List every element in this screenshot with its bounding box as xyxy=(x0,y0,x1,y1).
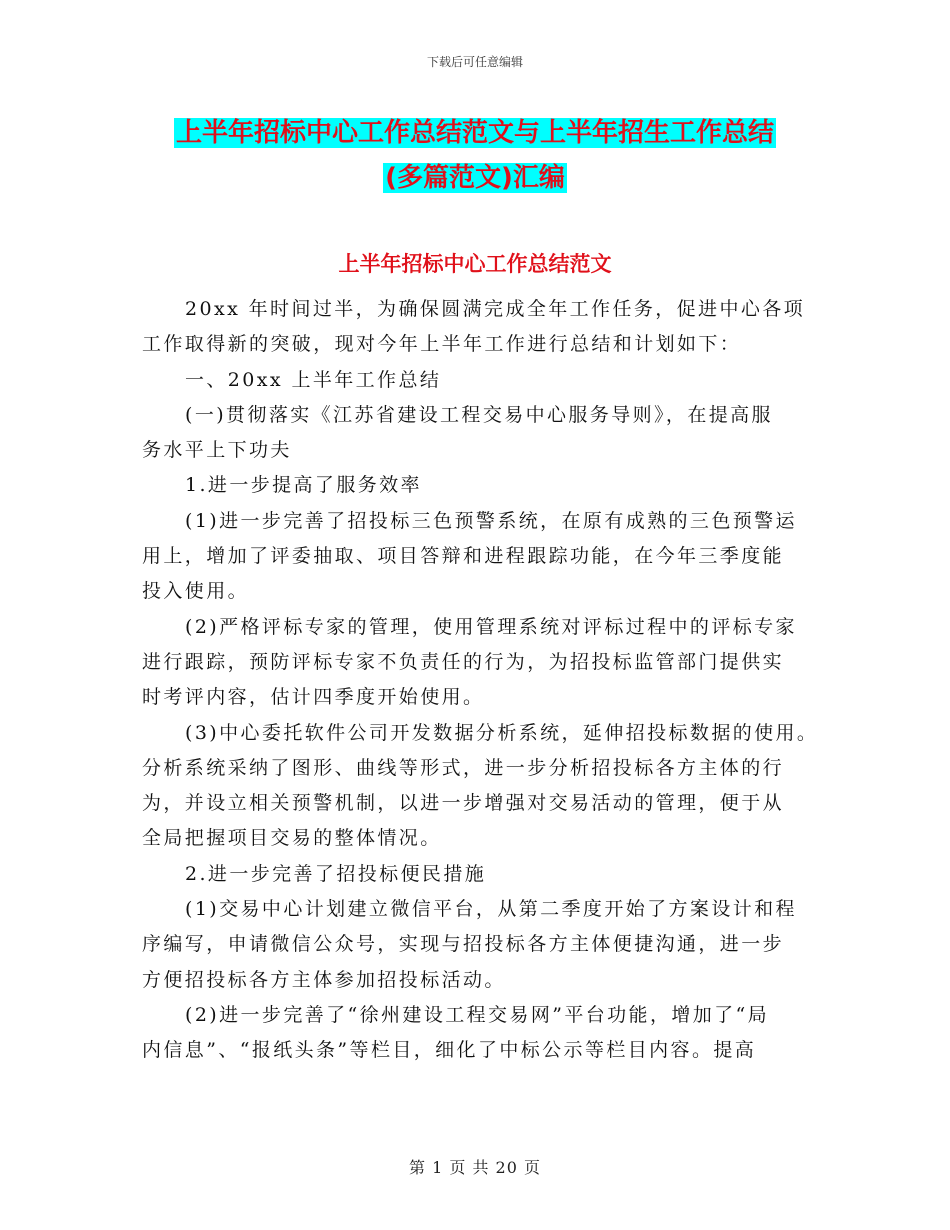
document-body xyxy=(142,292,819,1069)
body-line: 分析系统采纳了图形、曲线等形式，进一步分析招投标各方主体的行 xyxy=(142,756,785,779)
document-title-line-2-text: (多篇范文)汇编 xyxy=(385,163,565,193)
body-line: 用上，增加了评委抽取、项目答辩和进程跟踪功能，在今年三季度能 xyxy=(142,545,785,568)
header-note: 下载后可任意编辑 xyxy=(426,55,523,69)
body-line: (2)进一步完善了“徐州建设工程交易网”平台功能，增加了“局 xyxy=(185,1003,770,1026)
body-line: 投入使用。 xyxy=(142,580,250,603)
body-line: (1)进一步完善了招投标三色预警系统，在原有成熟的三色预警运 xyxy=(185,509,797,532)
body-line: 方便招投标各方主体参加招投标活动。 xyxy=(142,968,506,991)
body-line: 为，并设立相关预警机制，以进一步增强对交易活动的管理，便于从 xyxy=(142,792,785,815)
body-line: (2)严格评标专家的管理，使用管理系统对评标过程中的评标专家 xyxy=(185,615,797,638)
body-line: 全局把握项目交易的整体情况。 xyxy=(142,827,442,850)
body-line: (一)贯彻落实《江苏省建设工程交易中心服务导则》，在提高服 xyxy=(185,403,773,426)
body-line: 务水平上下功夫 xyxy=(142,439,292,462)
body-line: 一、20xx 上半年工作总结 xyxy=(185,368,442,391)
body-line: 1.进一步提高了服务效率 xyxy=(185,474,422,497)
page-footer: 第 1 页 共 20 页 xyxy=(409,1158,541,1177)
document-title-line-1-text: 上半年招标中心工作总结范文与上半年招生工作总结 xyxy=(175,118,774,148)
body-line: 序编写，申请微信公众号，实现与招投标各方主体便捷沟通，进一步 xyxy=(142,933,785,956)
body-line: (1)交易中心计划建立微信平台，从第二季度开始了方案设计和程 xyxy=(185,898,797,921)
body-line: 工作取得新的突破，现对今年上半年工作进行总结和计划如下： xyxy=(142,333,742,356)
body-line: 时考评内容，估计四季度开始使用。 xyxy=(142,686,485,709)
body-line: (3)中心委托软件公司开发数据分析系统，延伸招投标数据的使用。 xyxy=(185,721,819,744)
document-title-line-2 xyxy=(0,157,950,194)
body-line: 2.进一步完善了招投标便民措施 xyxy=(185,862,487,885)
section-title: 上半年招标中心工作总结范文 xyxy=(338,252,612,276)
body-line: 进行跟踪，预防评标专家不负责任的行为，为招投标监管部门提供实 xyxy=(142,650,785,673)
body-line: 20xx 年时间过半，为确保圆满完成全年工作任务，促进中心各项 xyxy=(185,298,806,320)
body-line: 内信息”、“报纸头条”等栏目，细化了中标公示等栏目内容。提高 xyxy=(142,1039,757,1062)
document-title-line-1 xyxy=(0,112,950,149)
